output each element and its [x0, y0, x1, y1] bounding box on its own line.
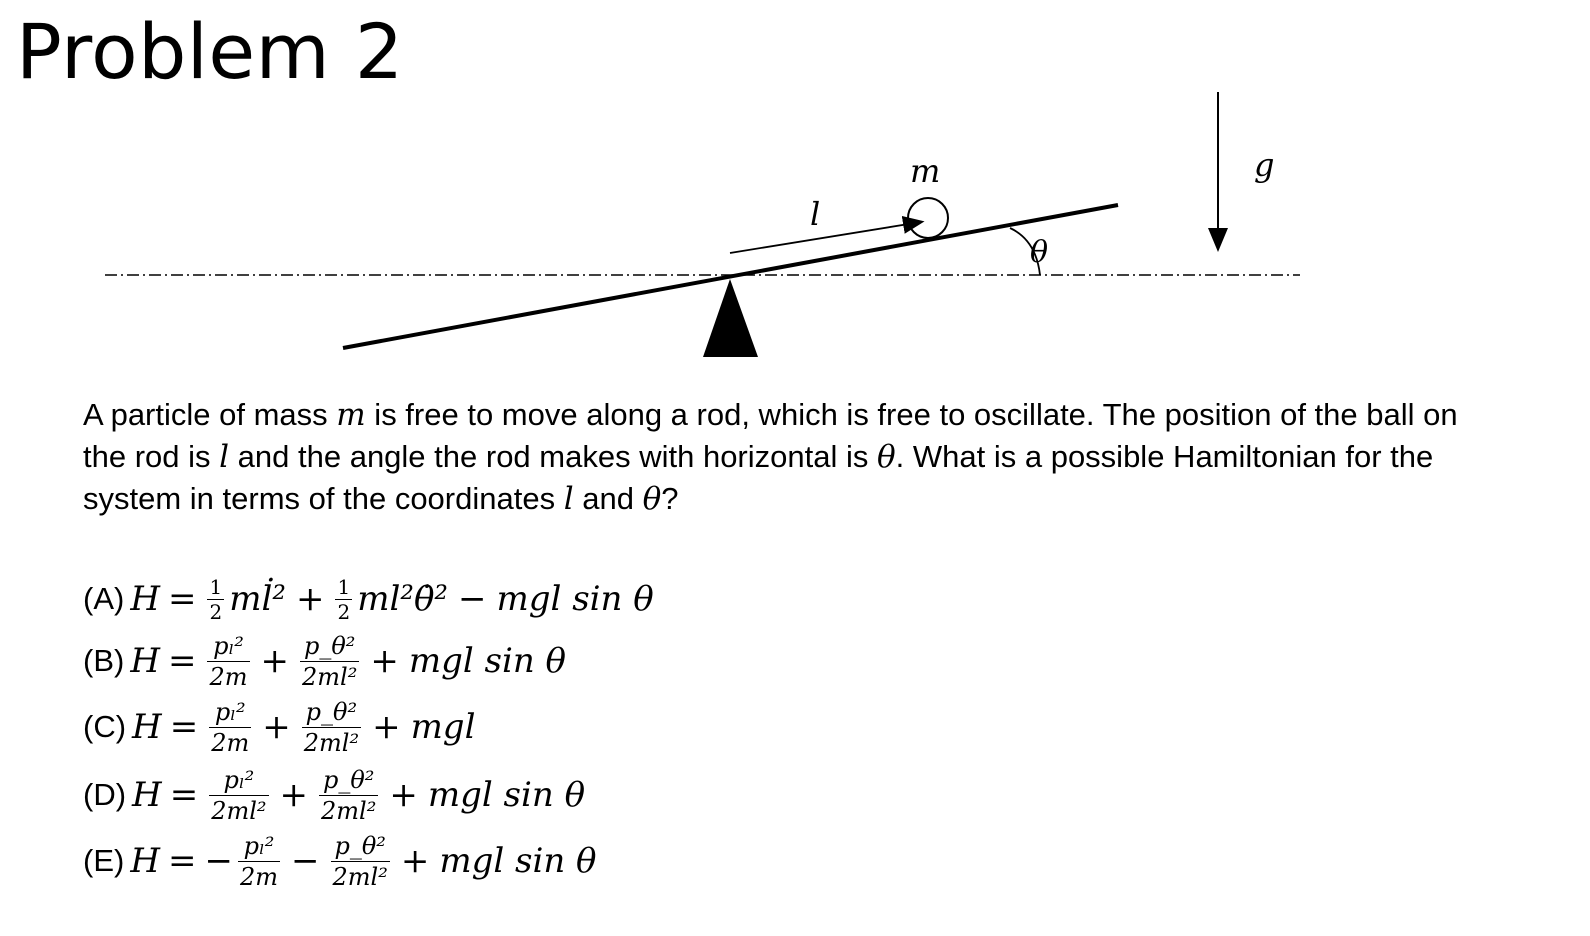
negative-sign: −: [204, 841, 233, 881]
question-text: [83, 394, 1563, 520]
plus-sign: +: [370, 641, 399, 681]
length-label: l: [810, 195, 821, 233]
question-line-2: the rod is l and the angle the rod makes with horizontal is θ. What is a possible Hamiltonian for the: [83, 439, 1434, 475]
fraction: $\frac{\text{p\_θ²}}{\text{2ml²}}$: [321, 765, 377, 825]
plus-sign: +: [372, 707, 401, 747]
mass-label: m: [910, 152, 941, 190]
fraction: $\frac{\text{pₗ²}}{\text{2ml²}}$: [211, 765, 267, 825]
term: mgl sin θ: [408, 641, 567, 681]
gravity-label: g: [1254, 146, 1275, 184]
fraction: $\frac{1}{2}$: [337, 574, 351, 624]
fraction: $\frac{\text{p\_θ²}}{\text{2ml²}}$: [302, 631, 358, 691]
fraction: $\frac{1}{2}$: [209, 574, 223, 624]
choice-letter: (C): [83, 709, 127, 744]
fraction: $\frac{\text{pₗ²}}{2m}$: [211, 697, 250, 757]
plus-sign: +: [260, 641, 290, 681]
rod-diagram: [0, 0, 1590, 380]
choice-letter: (D): [83, 777, 127, 812]
plus-sign: +: [295, 579, 325, 619]
equals-sign: =: [167, 641, 197, 681]
term: ml²θ̇²: [357, 579, 449, 619]
term: mgl sin θ: [427, 775, 586, 815]
choice-d[interactable]: [83, 764, 587, 826]
hamiltonian-symbol: H: [132, 707, 162, 747]
term: ml̇²: [229, 579, 286, 619]
equals-sign: =: [169, 707, 199, 747]
choice-letter: (B): [83, 643, 125, 678]
fraction: $\frac{\text{pₗ²}}{2m}$: [209, 631, 248, 691]
term: mgl: [410, 707, 476, 747]
plus-sign: +: [400, 841, 430, 881]
pivot-triangle: [703, 279, 758, 357]
term: mgl sin θ: [439, 841, 597, 881]
choice-e[interactable]: [83, 830, 599, 892]
fraction: $\frac{\text{p\_θ²}}{\text{2ml²}}$: [332, 831, 388, 891]
choice-c[interactable]: [83, 696, 477, 758]
question-line-3: system in terms of the coordinates l and θ?: [83, 481, 679, 517]
choice-letter: (A): [83, 581, 125, 616]
equals-sign: =: [169, 775, 199, 815]
term: mgl sin θ: [496, 579, 654, 619]
particle-ball: [908, 198, 948, 238]
hamiltonian-symbol: H: [130, 579, 160, 619]
choice-letter: (E): [83, 843, 125, 878]
hamiltonian-symbol: H: [130, 641, 160, 681]
problem-title: Problem 2: [16, 7, 404, 96]
plus-sign: +: [389, 775, 418, 815]
choice-b[interactable]: [83, 630, 568, 692]
fraction: $\frac{\text{p\_θ²}}{\text{2ml²}}$: [303, 697, 360, 757]
choice-a[interactable]: [83, 568, 656, 630]
plus-sign: +: [279, 775, 309, 815]
fraction: $\frac{\text{pₗ²}}{2m}$: [239, 831, 279, 891]
plus-sign: +: [262, 707, 291, 747]
question-line-1: A particle of mass m is free to move along a rod, which is free to oscillate. The position of the ball on: [83, 397, 1458, 433]
hamiltonian-symbol: H: [130, 841, 160, 881]
minus-sign: −: [458, 579, 487, 619]
hamiltonian-symbol: H: [132, 775, 162, 815]
minus-sign: −: [291, 841, 320, 881]
equals-sign: =: [167, 579, 197, 619]
equals-sign: =: [167, 841, 197, 881]
angle-label: θ: [1030, 235, 1049, 270]
